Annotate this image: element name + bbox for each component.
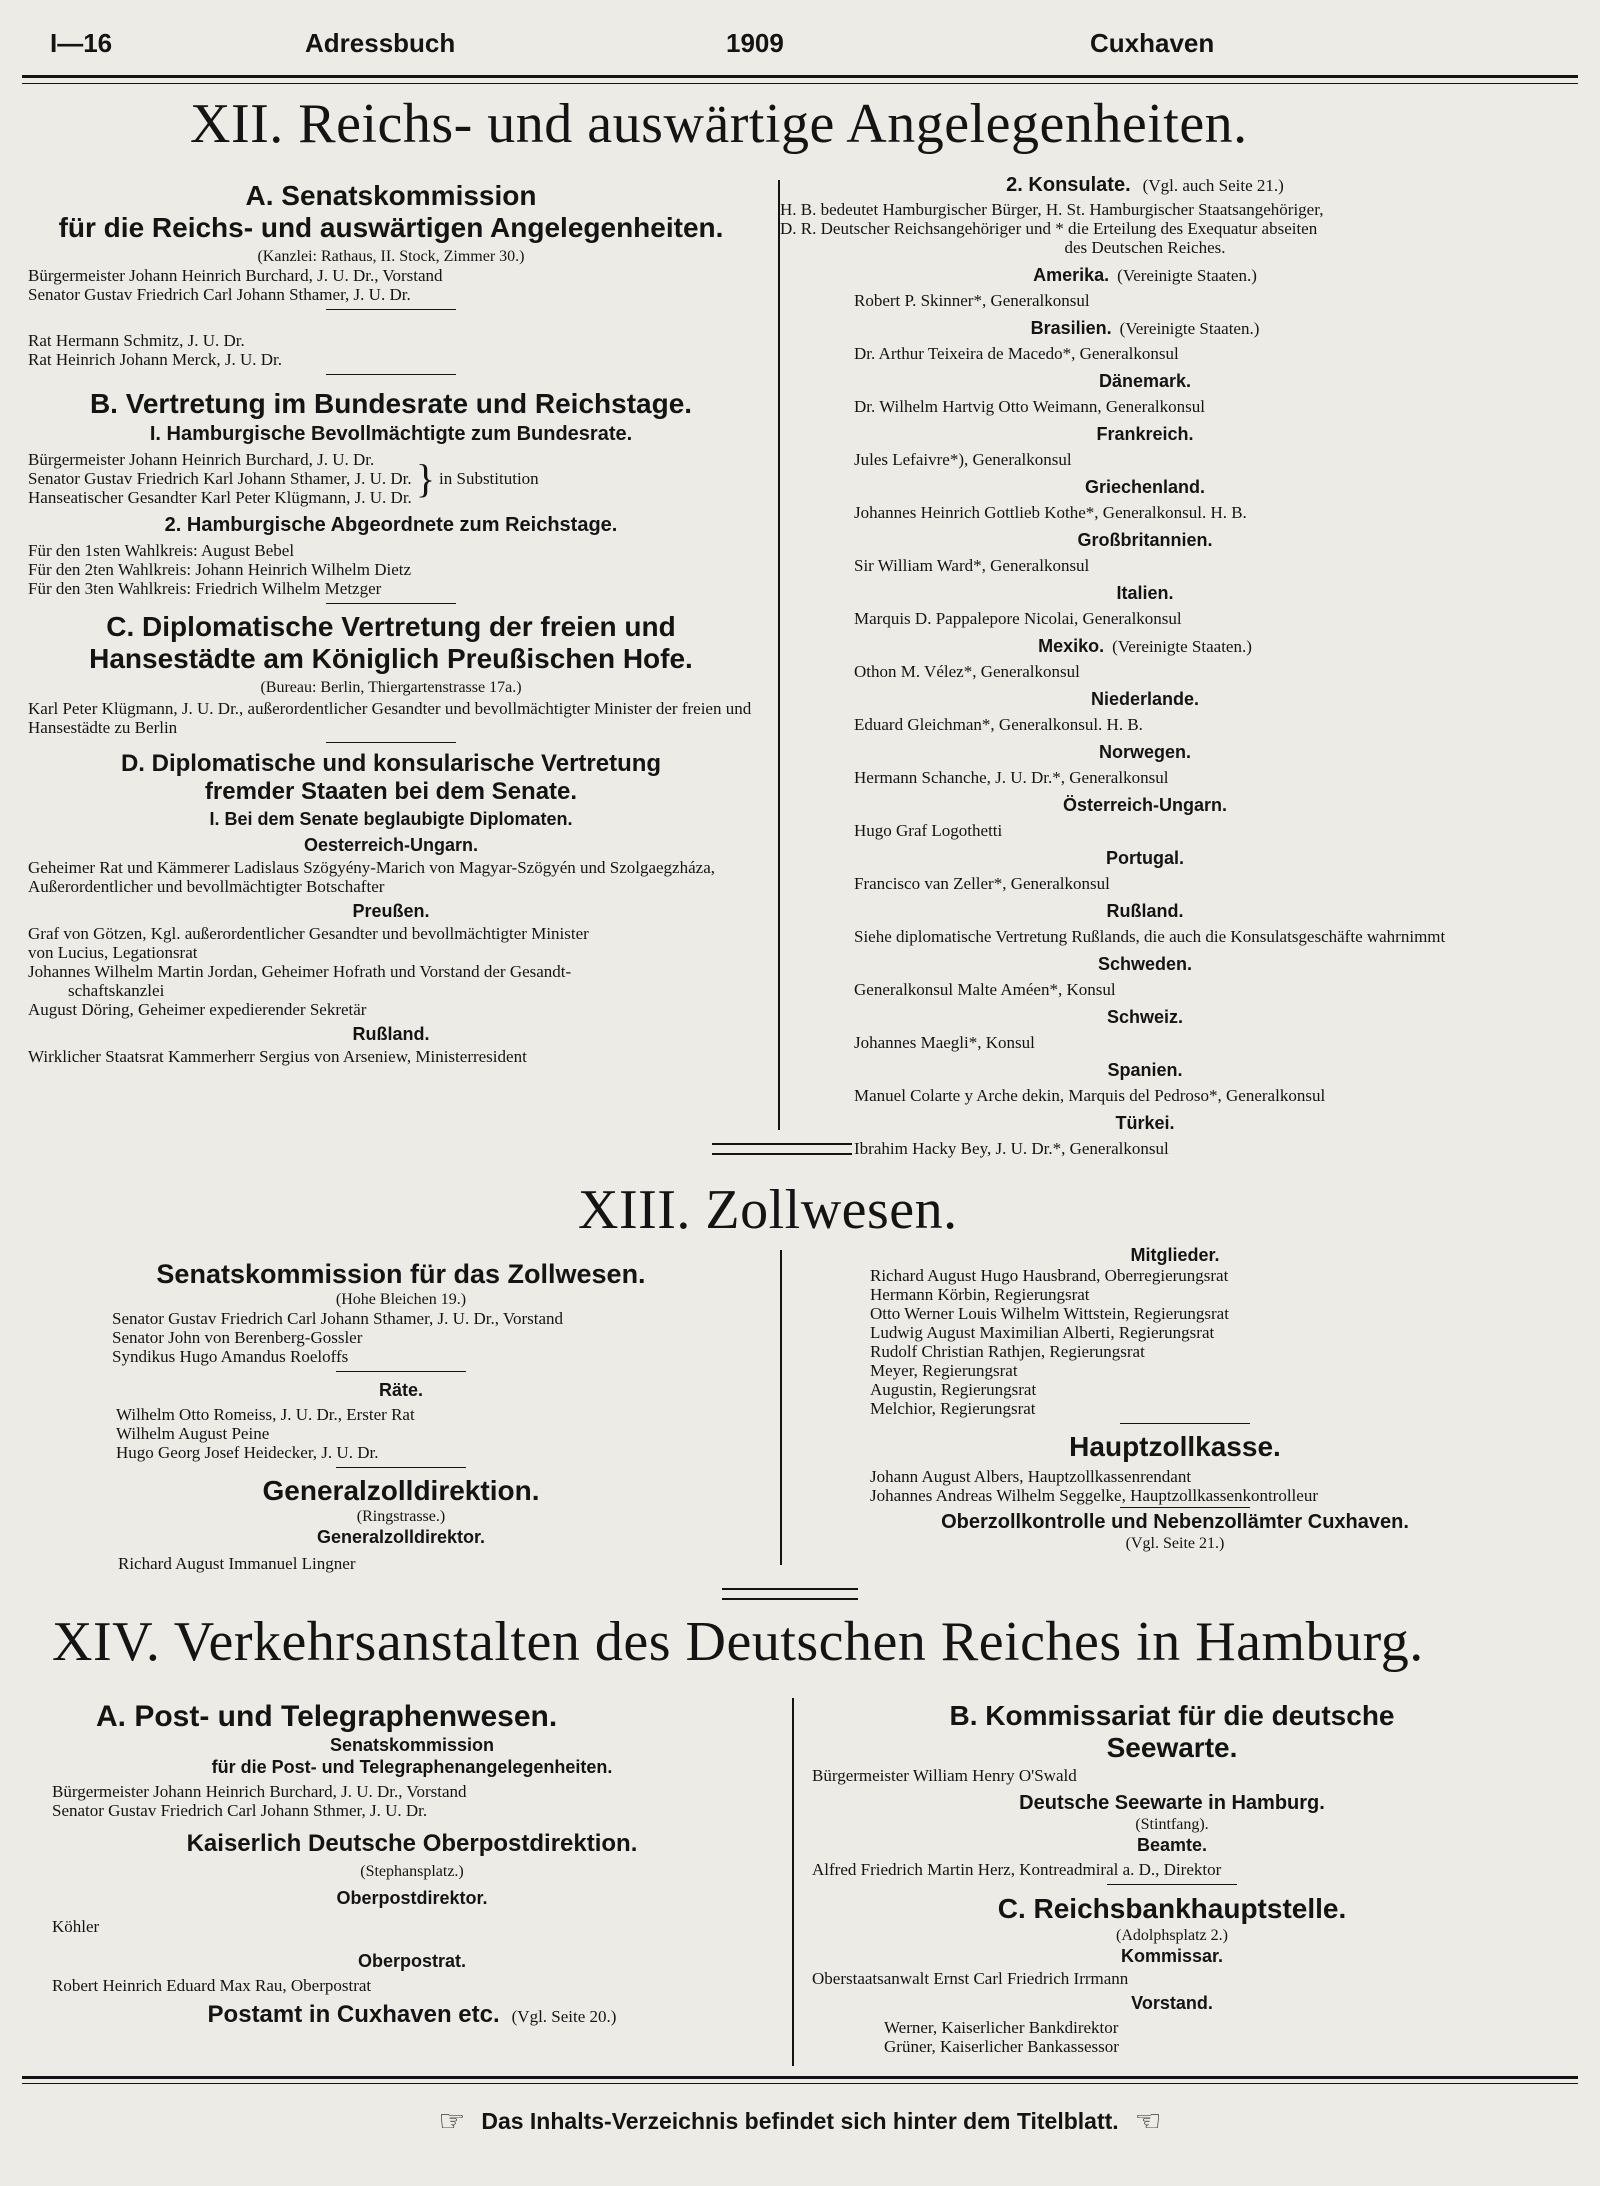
postamt <box>52 2001 772 2029</box>
mitgl-5: Rudolf Christian Rathjen, Regierungsrat <box>870 1342 1145 1361</box>
rbh-komm: Oberstaatsanwalt Ernst Carl Friedrich Irrmann <box>812 1969 1129 1988</box>
d-title-1: D. Diplomatische und konsularische Vertretung <box>120 750 662 777</box>
konsulat-country: Türkei. <box>1115 1113 1175 1133</box>
dsw-title: Deutsche Seewarte in Hamburg. <box>1019 1792 1325 1814</box>
a-title-2: für die Reichs- und auswärtigen Angelegenheiten. <box>58 212 724 243</box>
rbh-vorst-list <box>812 2018 1532 2056</box>
konsulat-heading <box>780 422 1510 448</box>
konsulat-entry: Hermann Schanche, J. U. Dr.*, Generalkonsul <box>854 768 1169 787</box>
column-divider <box>792 1698 794 2066</box>
mitgl-3: Otto Werner Louis Wilhelm Wittstein, Regierungsrat <box>870 1304 1229 1323</box>
section-xiv-title: XIV. Verkehrsanstalten des Deutschen Reiches in Hamburg. <box>52 1611 1424 1673</box>
divider <box>1120 1507 1250 1508</box>
konsulat-entry: Siehe diplomatische Vertretung Rußlands, die auch die Konsulatsgeschäfte wahrnimmt <box>854 927 1446 946</box>
zoll-komm-title: Senatskommission für das Zollwesen. <box>156 1259 646 1289</box>
seewarte-title-1: B. Kommissariat für die deutsche <box>949 1700 1395 1731</box>
d-prussia: Preußen. <box>352 901 430 921</box>
hzk-1: Johann August Albers, Hauptzollkassenrendant <box>870 1467 1192 1486</box>
a-member-2: Senator Gustav Friedrich Carl Johann Sthamer, J. U. Dr. <box>28 285 411 304</box>
gzd-sub: (Ringstrasse.) <box>356 1508 446 1525</box>
zoll-rat-1: Wilhelm Otto Romeiss, J. U. Dr., Erster Rat <box>116 1405 415 1424</box>
divider <box>326 603 456 604</box>
konsulat-entry: Marquis D. Pappalepore Nicolai, Generalkonsul <box>854 609 1182 628</box>
konsulate-note-3: des Deutschen Reiches. <box>1064 238 1226 257</box>
konsulat-country: Schweiz. <box>1106 1007 1184 1027</box>
opd-title <box>52 1830 772 1858</box>
footer <box>0 2104 1600 2139</box>
section-xiii-right <box>790 1244 1560 1553</box>
opdir-title: Oberpostdirektor. <box>336 1888 488 1908</box>
rbh-sub: (Adolphsplatz 2.) <box>1116 1927 1228 1944</box>
mitgl-title: Mitglieder. <box>1130 1245 1220 1265</box>
d-austria: Oesterreich-Ungarn. <box>303 835 479 855</box>
header-rule <box>22 75 1578 78</box>
konsulat-heading <box>780 1111 1510 1137</box>
divider <box>336 1467 466 1468</box>
d-prussia-2: von Lucius, Legationsrat <box>28 943 198 962</box>
konsulat-entry: Sir William Ward*, Generalkonsul <box>854 556 1090 575</box>
konsulat-entry: Othon M. Vélez*, Generalkonsul <box>854 662 1080 681</box>
mitgl-7: Augustin, Regierungsrat <box>870 1380 1037 1399</box>
konsulat-entry: Generalkonsul Malte Améen*, Konsul <box>854 980 1116 999</box>
zoll-raete-title: Räte. <box>378 1380 423 1400</box>
hzk-list <box>790 1467 1560 1505</box>
gzd-dir-title: Generalzolldirektor. <box>316 1527 486 1547</box>
c-subtitle: (Bureau: Berlin, Thiergartenstrasse 17a.) <box>260 679 522 696</box>
zoll-komm-sub: (Hohe Bleichen 19.) <box>335 1291 467 1308</box>
d-prussia-4: schaftskanzlei <box>68 981 165 1000</box>
rbh-vorst-1: Werner, Kaiserlicher Bankdirektor <box>884 2018 1119 2037</box>
brace-icon: } <box>415 455 436 501</box>
konsulat-heading <box>780 687 1510 713</box>
divider <box>326 742 456 743</box>
d-prussia-1: Graf von Götzen, Kgl. außerordentlicher Gesandter und bevollmächtigter Minister <box>28 924 589 943</box>
b-title: B. Vertretung im Bundesrate und Reichstage. <box>89 388 693 419</box>
b-abg-1: Für den 1sten Wahlkreis: August Bebel <box>28 541 295 560</box>
double-rule <box>712 1143 852 1155</box>
gzd-dir: Richard August Immanuel Lingner <box>118 1554 356 1573</box>
mitgl-6: Meyer, Regierungsrat <box>870 1361 1018 1380</box>
konsulat-heading <box>780 528 1510 554</box>
rbh-vorst-title: Vorstand. <box>1131 1993 1213 2013</box>
konsulat-heading <box>780 581 1510 607</box>
konsulat-country: Portugal. <box>1105 848 1184 868</box>
gzd-title: Generalzolldirektion. <box>262 1475 540 1506</box>
pointing-hand-right-icon: ☞ <box>438 2105 466 2138</box>
opd-sub: (Stephansplatz.) <box>360 1863 464 1880</box>
opd-title-text: Kaiserlich Deutsche Oberpostdirektion. <box>186 1830 638 1857</box>
konsulat-country: Griechenland. <box>1084 477 1206 497</box>
konsulat-heading <box>780 369 1510 395</box>
b-substitution: in Substitution <box>439 469 539 488</box>
rbh-vorst-2: Grüner, Kaiserlicher Bankassessor <box>884 2037 1119 2056</box>
ober-title: Oberzollkontrolle und Nebenzollämter Cuxhaven. <box>941 1511 1409 1533</box>
section-xii-title: XII. Reichs- und auswärtige Angelegenheiten. <box>190 93 1248 155</box>
zoll-rat-3: Hugo Georg Josef Heidecker, J. U. Dr. <box>116 1443 379 1462</box>
post-member-2: Senator Gustav Friedrich Carl Johann Sthmer, J. U. Dr. <box>52 1801 428 1820</box>
konsulate-note-1: H. B. bedeutet Hamburgischer Bürger, H. St. Hamburgischer Staatsangehöriger, <box>780 200 1324 219</box>
konsulat-country: Spanien. <box>1107 1060 1183 1080</box>
header-city: Cuxhaven <box>1090 28 1215 58</box>
konsulat-heading <box>780 952 1510 978</box>
konsulat-entry: Francisco van Zeller*, Generalkonsul <box>854 874 1110 893</box>
konsulat-heading <box>780 634 1510 660</box>
konsulat-entry: Dr. Arthur Teixeira de Macedo*, Generalkonsul <box>854 344 1179 363</box>
konsulat-country: Großbritannien. <box>1077 530 1213 550</box>
mitgl-8: Melchior, Regierungsrat <box>870 1399 1036 1418</box>
d-subtitle-1: I. Bei dem Senate beglaubigte Diplomaten. <box>209 809 573 829</box>
section-xiii-title: XIII. Zollwesen. <box>578 1179 958 1241</box>
a-subtitle: (Kanzlei: Rathaus, II. Stock, Zimmer 30.) <box>257 248 525 265</box>
section-xii-right <box>780 172 1510 1158</box>
opr-title: Oberpostrat. <box>357 1951 467 1971</box>
postamt-ref: (Vgl. Seite 20.) <box>511 2007 617 2026</box>
post-member-1: Bürgermeister Johann Heinrich Burchard, J. U. Dr., Vorstand <box>52 1782 467 1801</box>
a-rat-2: Rat Heinrich Johann Merck, J. U. Dr. <box>28 350 283 369</box>
konsulat-country: Rußland. <box>1106 901 1184 921</box>
opr: Robert Heinrich Eduard Max Rau, Oberpostrat <box>52 1976 372 1995</box>
b-bev-3: Hanseatischer Gesandter Karl Peter Klügmann, J. U. Dr. <box>28 488 412 507</box>
dsw-sub: (Stintfang). <box>1135 1816 1209 1833</box>
konsulat-entry: Jules Lefaivre*), Generalkonsul <box>854 450 1072 469</box>
konsulat-entry: Dr. Wilhelm Hartvig Otto Weimann, Generalkonsul <box>854 397 1205 416</box>
d-russia-text: Wirklicher Staatsrat Kammerherr Sergius von Arseniew, Ministerresident <box>28 1047 527 1066</box>
konsulate-list <box>780 263 1510 1158</box>
konsulat-entry: Ibrahim Hacky Bey, J. U. Dr.*, Generalkonsul <box>854 1139 1169 1158</box>
beamte: Alfred Friedrich Martin Herz, Kontreadmiral a. D., Direktor <box>812 1860 1222 1879</box>
zoll-komm-2: Senator John von Berenberg-Gossler <box>112 1328 363 1347</box>
konsulat-entry: Eduard Gleichman*, Generalkonsul. H. B. <box>854 715 1143 734</box>
a-title-1: A. Senatskommission <box>245 180 537 211</box>
konsulat-note: (Vereinigte Staaten.) <box>1112 637 1252 656</box>
b-bev-1: Bürgermeister Johann Heinrich Burchard, J. U. Dr. <box>28 450 375 469</box>
rbh-title: C. Reichsbankhauptstelle. <box>997 1893 1347 1924</box>
konsulat-country: Niederlande. <box>1090 689 1200 709</box>
b-bevollmaechtigte <box>28 450 754 507</box>
hzk-title: Hauptzollkasse. <box>1069 1431 1281 1462</box>
b-subtitle-1: I. Hamburgische Bevollmächtigte zum Bundesrate. <box>149 423 633 445</box>
mitgl-4: Ludwig August Maximilian Alberti, Regierungsrat <box>870 1323 1215 1342</box>
zoll-komm-1: Senator Gustav Friedrich Carl Johann Sthamer, J. U. Dr., Vorstand <box>112 1309 564 1328</box>
d-russia: Rußland. <box>352 1024 430 1044</box>
konsulat-country: Dänemark. <box>1098 371 1192 391</box>
konsulat-country: Österreich-Ungarn. <box>1062 795 1228 815</box>
seewarte-title-2: Seewarte. <box>1106 1732 1238 1763</box>
header-year: 1909 <box>726 28 784 58</box>
konsulat-entry: Johannes Maegli*, Konsul <box>854 1033 1035 1052</box>
zoll-komm-list <box>36 1309 766 1366</box>
konsulat-heading <box>780 1058 1510 1084</box>
konsulat-entry: Hugo Graf Logothetti <box>854 821 1003 840</box>
d-prussia-5: August Döring, Geheimer expedierender Sekretär <box>28 1000 367 1019</box>
konsulat-note: (Vereinigte Staaten.) <box>1119 319 1260 338</box>
b-bev-2: Senator Gustav Friedrich Karl Johann Sthamer, J. U. Dr. <box>28 469 412 488</box>
divider <box>326 309 456 310</box>
zoll-komm-3: Syndikus Hugo Amandus Roeloffs <box>112 1347 349 1366</box>
beamte-title: Beamte. <box>1136 1835 1208 1855</box>
b-abg-3: Für den 3ten Wahlkreis: Friedrich Wilhelm Metzger <box>28 579 382 598</box>
mitgl-1: Richard August Hugo Hausbrand, Oberregierungsrat <box>870 1266 1229 1285</box>
c-title-1: C. Diplomatische Vertretung der freien und <box>106 611 676 642</box>
section-xii-left <box>28 180 754 1066</box>
konsulat-heading <box>780 475 1510 501</box>
zoll-raete-list <box>36 1405 766 1462</box>
divider <box>336 1371 466 1372</box>
konsulat-entry: Johannes Heinrich Gottlieb Kothe*, Generalkonsul. H. B. <box>854 503 1247 522</box>
hzk-2: Johannes Andreas Wilhelm Seggelke, Hauptzollkassenkontrolleur <box>870 1486 1318 1505</box>
double-rule <box>722 1588 858 1600</box>
a-member-1: Bürgermeister Johann Heinrich Burchard, J. U. Dr., Vorstand <box>28 266 443 285</box>
header-title: Adressbuch <box>305 28 456 58</box>
c-title-2: Hansestädte am Königlich Preußischen Hofe. <box>89 643 693 674</box>
post-komm-1: Senatskommission <box>329 1735 495 1755</box>
mitgl-list <box>790 1266 1560 1418</box>
column-divider <box>780 1250 782 1565</box>
konsulat-entry: Robert P. Skinner*, Generalkonsul <box>854 291 1090 310</box>
footer-text: Das Inhalts-Verzeichnis befindet sich hinter dem Titelblatt. <box>481 2108 1119 2134</box>
postamt-title: Postamt in Cuxhaven etc. <box>207 2001 500 2028</box>
konsulat-heading <box>780 316 1510 342</box>
d-title-2: fremder Staaten bei dem Senate. <box>204 778 578 805</box>
konsulat-entry: Manuel Colarte y Arche dekin, Marquis del Pedroso*, Generalkonsul <box>854 1086 1326 1105</box>
divider <box>326 374 456 375</box>
konsulate-note-2: D. R. Deutscher Reichsangehöriger und * die Erteilung des Exequatur abseiten <box>780 219 1318 238</box>
mitgl-2: Hermann Körbin, Regierungsrat <box>870 1285 1090 1304</box>
konsulat-note: (Vereinigte Staaten.) <box>1117 266 1257 285</box>
konsulat-country: Frankreich. <box>1096 424 1194 444</box>
page-number: I—16 <box>50 28 113 58</box>
rbh-komm-title: Kommissar. <box>1120 1946 1224 1966</box>
konsulat-country: Brasilien. <box>1030 318 1112 338</box>
header-rule-thin <box>22 83 1578 84</box>
b-abg-2: Für den 2ten Wahlkreis: Johann Heinrich Wilhelm Dietz <box>28 560 412 579</box>
konsulat-country: Schweden. <box>1097 954 1193 974</box>
opdir: Köhler <box>52 1917 100 1936</box>
konsulat-heading <box>780 793 1510 819</box>
divider <box>1120 1423 1250 1424</box>
konsulate-title: 2. Konsulate. <box>1006 174 1131 196</box>
konsulat-heading <box>780 740 1510 766</box>
konsulat-heading <box>780 899 1510 925</box>
d-austria-text: Geheimer Rat und Kämmerer Ladislaus Szögyény-Marich von Magyar-Szögyén und Szolgaegzháza, Außerordentlicher und bevollmächtigter Botschafter <box>28 858 715 896</box>
section-xiv-right <box>812 1700 1532 2056</box>
divider <box>1107 1884 1237 1885</box>
konsulat-country: Amerika. <box>1033 265 1110 285</box>
post-title: A. Post- und Telegraphenwesen. <box>96 1700 558 1733</box>
section-xiii-left <box>36 1258 766 1573</box>
b-subtitle-2: 2. Hamburgische Abgeordnete zum Reichstage. <box>164 514 618 536</box>
zoll-rat-2: Wilhelm August Peine <box>116 1424 270 1443</box>
seewarte-member: Bürgermeister William Henry O'Swald <box>812 1766 1077 1785</box>
konsulat-heading <box>780 846 1510 872</box>
a-rat-1: Rat Hermann Schmitz, J. U. Dr. <box>28 331 245 350</box>
pointing-hand-left-icon: ☜ <box>1134 2105 1162 2138</box>
konsulate-heading <box>780 172 1510 200</box>
konsulat-country: Italien. <box>1116 583 1174 603</box>
post-komm-2: für die Post- und Telegraphenangelegenheiten. <box>211 1757 613 1777</box>
konsulat-heading <box>780 1005 1510 1031</box>
ober-ref: (Vgl. Seite 21.) <box>1125 1535 1225 1552</box>
c-person: Karl Peter Klügmann, J. U. Dr., außerordentlicher Gesandter und bevollmächtigter Minister der freien und Hansestädte zu Berlin <box>28 699 752 737</box>
section-xiv-left <box>52 1700 772 2029</box>
konsulat-country: Norwegen. <box>1098 742 1191 762</box>
konsulat-country: Mexiko. <box>1038 636 1105 656</box>
footer-rule <box>22 2076 1578 2079</box>
d-prussia-3: Johannes Wilhelm Martin Jordan, Geheimer Hofrath und Vorstand der Gesandt- <box>28 962 572 981</box>
konsulat-heading <box>780 263 1510 289</box>
footer-rule-thin <box>22 2083 1578 2084</box>
konsulate-ref: (Vgl. auch Seite 21.) <box>1142 176 1284 195</box>
